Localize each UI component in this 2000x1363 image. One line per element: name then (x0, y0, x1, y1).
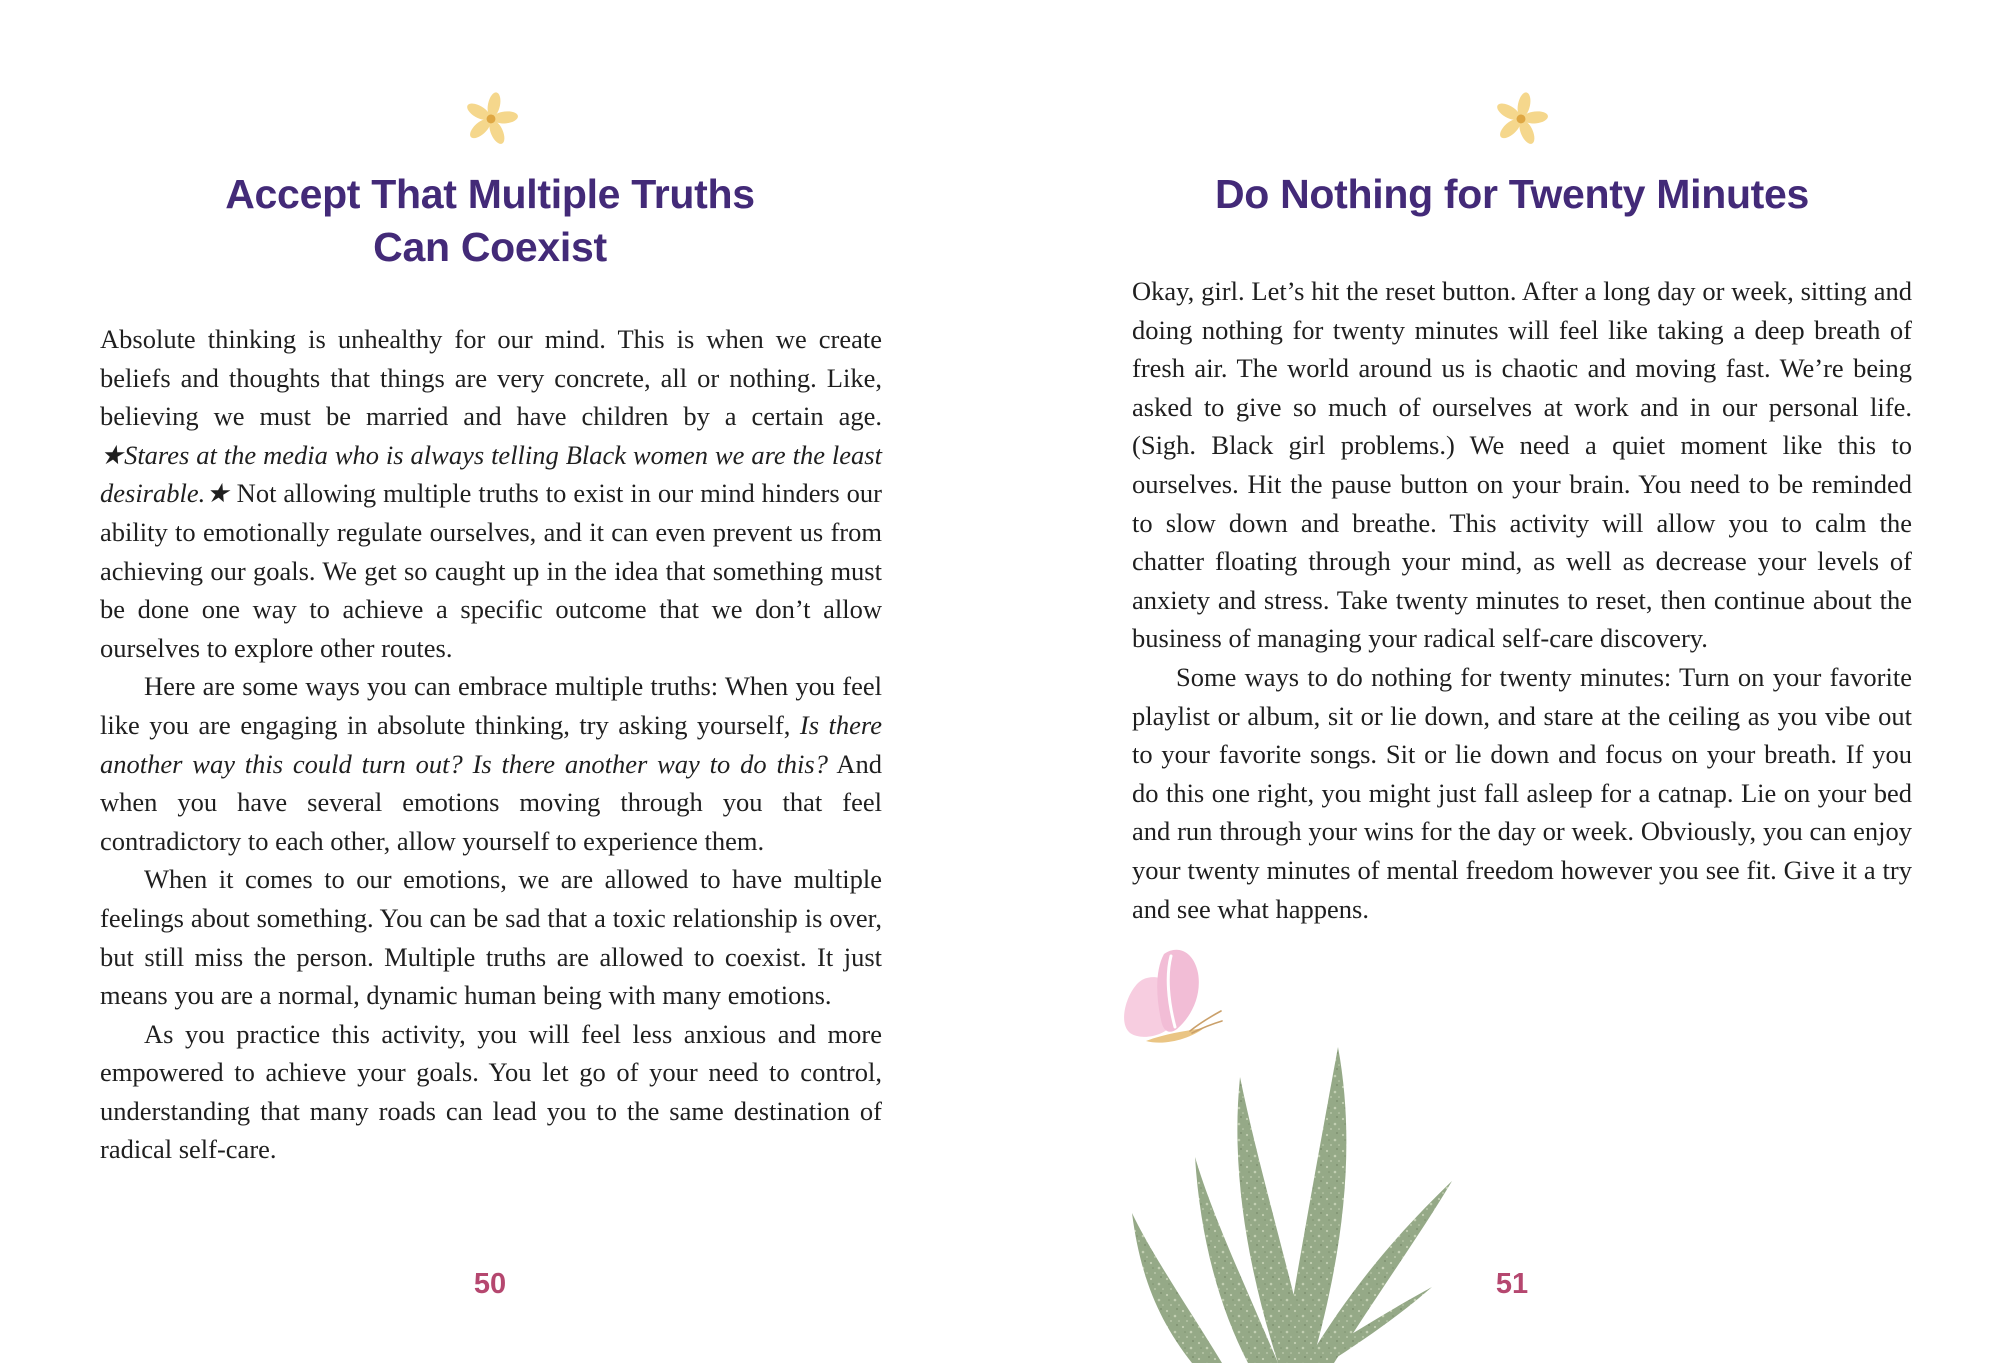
paragraph-segment: Not allowing multiple truths to exist in our mind hinders our ability to emotionally regulate ourselves, and it can even prevent us from achieving our goals. We get so caught up in the idea that something must be done one way to achieve a specific outcome that we don’t allow ourselves to explore other routes. (100, 478, 882, 663)
paragraph (100, 1015, 882, 1169)
page-number: 51 (1495, 1268, 1529, 1300)
chapter-body-text (100, 320, 882, 1169)
paragraph-italic-segment: Is there another way this could turn out? Is there another way to do this? (100, 709, 882, 779)
page-right (1000, 0, 2000, 1363)
paragraph (100, 860, 882, 1014)
paragraph-segment: Absolute thinking is unhealthy for our mind. This is when we create beliefs and thoughts that things are very concrete, all or nothing. Like, believing we must be married and have children by a certain age. (100, 324, 882, 432)
paragraph (1132, 272, 1912, 658)
chapter-title-line: Accept That Multiple Truths (225, 171, 755, 217)
flower-icon (462, 86, 520, 148)
paragraph-segment: When it comes to our emotions, we are allowed to have multiple feelings about something. You can be sad that a toxic relationship is over, but still miss the person. Multiple truths are allowed to coexist. It just means you are a normal, dynamic human being with many emotions. (100, 864, 882, 1011)
flower-icon (1492, 86, 1550, 148)
paragraph-segment: Some ways to do nothing for twenty minutes: Turn on your favorite playlist or album, sit or lie down, and stare at the ceiling as you vibe out to your favorite songs. Sit or lie down and focus on your breath. If you do this one right, you might just fall asleep for a catnap. Lie on your bed and run through your wins for the day or week. Obviously, you can enjoy your twenty minutes of mental freedom however you see fit. Give it a try and see what happens. (1132, 661, 1912, 924)
paragraph-segment: Here are some ways you can embrace multiple truths: When you feel like you are engaging in absolute thinking, try asking yourself, (100, 671, 882, 740)
chapter-body-text (1132, 272, 1912, 928)
chapter-title-line: Can Coexist (373, 224, 607, 270)
chapter-title-line: Do Nothing for Twenty Minutes (1214, 171, 1810, 217)
paragraph-segment: Okay, girl. Let’s hit the reset button. After a long day or week, sitting and doing nothing for twenty minutes will feel like taking a deep breath of fresh air. The world around us is chaotic and moving fast. We’re being asked to give so much of ourselves at work and in our personal life. (Sigh. Black girl problems.) We need a quiet moment like this to ourselves. Hit the pause button on your brain. You need to be reminded to slow down and breathe. This activity will allow you to calm the chatter floating through your mind, as well as decrease your levels of anxiety and stress. Take twenty minutes to reset, then continue about the business of managing your radical self-care discovery. (1132, 276, 1912, 654)
paragraph-segment: And when you have several emotions moving through you that feel contradictory to each other, allow yourself to experience them. (100, 748, 882, 856)
plant-leaves-illustration (1100, 1035, 1480, 1363)
chapter-title (1092, 168, 1932, 221)
paragraph-segment: As you practice this activity, you will feel less anxious and more empowered to achieve your goals. You let go of your need to control, understanding that many roads can lead you to the same destination of radical self-care. (100, 1018, 882, 1165)
paragraph-italic-segment: ★Stares at the media who is always telling Black women we are the least desirable.★ (100, 439, 882, 509)
page-number: 50 (473, 1268, 507, 1300)
paragraph (1132, 658, 1912, 928)
paragraph (100, 667, 882, 860)
paragraph (100, 320, 882, 667)
chapter-title (70, 168, 910, 274)
